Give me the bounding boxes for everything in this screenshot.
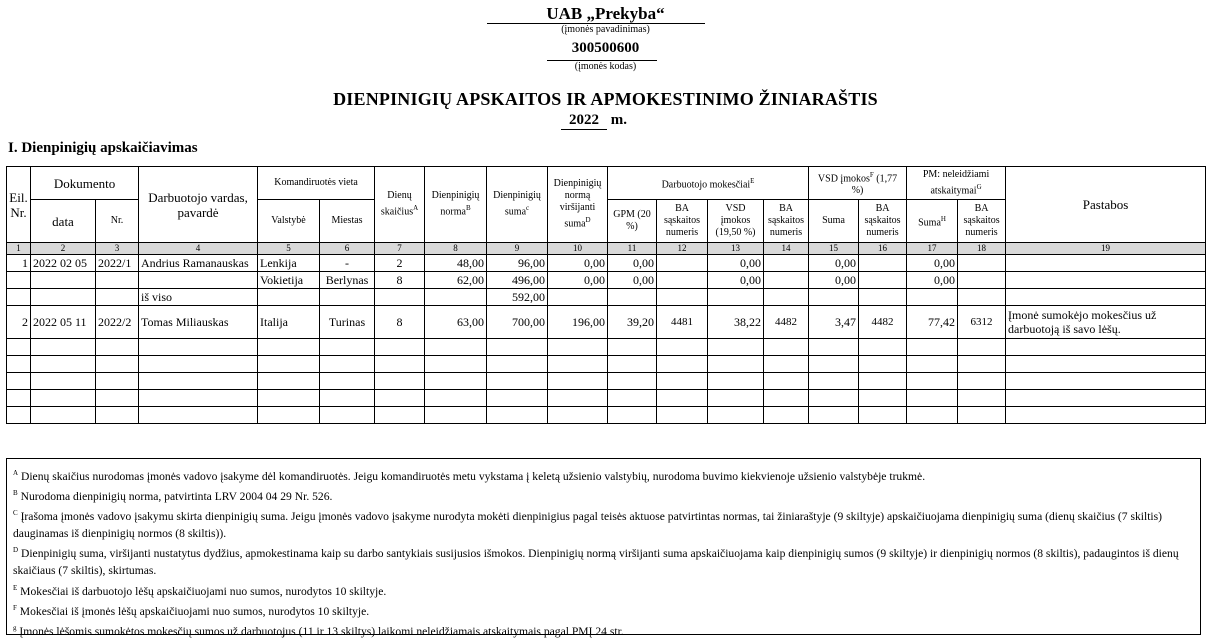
empty-cell — [764, 356, 809, 373]
cell-ba4 — [958, 272, 1006, 289]
empty-cell — [1006, 373, 1206, 390]
empty-cell — [907, 373, 958, 390]
table-row — [7, 289, 1206, 306]
empty-cell — [320, 356, 375, 373]
cell-gpm: 0,00 — [608, 255, 657, 272]
footnote-text: Nurodoma dienpinigių norma, patvirtinta LRV 2004 04 29 Nr. 526. — [17, 489, 333, 503]
empty-cell — [859, 373, 907, 390]
empty-cell — [487, 390, 548, 407]
empty-cell — [7, 356, 31, 373]
column-number: 2 — [31, 243, 96, 255]
cell-virs: 0,00 — [548, 255, 608, 272]
empty-cell — [859, 407, 907, 424]
empty-row — [7, 390, 1206, 407]
footnote — [13, 620, 1200, 640]
cell-norma: 48,00 — [425, 255, 487, 272]
footnote — [13, 465, 1200, 485]
empty-cell — [96, 356, 139, 373]
cell-norma: 63,00 — [425, 306, 487, 339]
header-suma-h: Suma$^H$ — [907, 200, 958, 243]
cell-dienos: 8 — [375, 306, 425, 339]
cell-norma: 62,00 — [425, 272, 487, 289]
footnote — [13, 600, 1200, 620]
cell-virs — [548, 289, 608, 306]
cell-pastabos — [1006, 255, 1206, 272]
empty-cell — [548, 373, 608, 390]
empty-cell — [809, 356, 859, 373]
empty-cell — [139, 356, 258, 373]
cell-dienos — [375, 289, 425, 306]
empty-cell — [859, 390, 907, 407]
cell-name — [139, 272, 258, 289]
empty-cell — [809, 390, 859, 407]
header-ba-3: BA sąskaitos numeris — [859, 200, 907, 243]
empty-cell — [548, 407, 608, 424]
header-suma: Suma — [809, 200, 859, 243]
cell-valstybe — [258, 289, 320, 306]
empty-cell — [487, 373, 548, 390]
header-miestas: Miestas — [320, 200, 375, 243]
column-number: 14 — [764, 243, 809, 255]
header-gpm: GPM (20 %) — [608, 200, 657, 243]
footnote-marker: F — [13, 603, 17, 612]
empty-cell — [608, 390, 657, 407]
column-number: 17 — [907, 243, 958, 255]
footnote — [13, 505, 1200, 542]
empty-cell — [31, 356, 96, 373]
company-name-caption: (įmonės pavadinimas) — [561, 24, 650, 35]
empty-cell — [375, 339, 425, 356]
empty-cell — [320, 373, 375, 390]
cell-data — [31, 272, 96, 289]
cell-ba3 — [859, 272, 907, 289]
empty-cell — [907, 356, 958, 373]
column-number-row — [7, 243, 1206, 255]
cell-data: 2022 02 05 — [31, 255, 96, 272]
cell-ba3: 4482 — [859, 306, 907, 339]
cell-ba2 — [764, 255, 809, 272]
empty-cell — [958, 407, 1006, 424]
cell-gpm: 0,00 — [608, 272, 657, 289]
empty-cell — [375, 356, 425, 373]
cell-pm — [907, 289, 958, 306]
empty-cell — [375, 407, 425, 424]
header-valstybe: Valstybė — [258, 200, 320, 243]
header-darbuotojo: Darbuotojo vardas, pavardė — [139, 167, 258, 243]
empty-cell — [258, 339, 320, 356]
cell-vsd_sum — [809, 289, 859, 306]
column-number: 13 — [708, 243, 764, 255]
cell-data: 2022 05 11 — [31, 306, 96, 339]
header-virsijanti-suma: Dienpinigių normą viršijanti suma$^D$ — [548, 167, 608, 243]
cell-name: iš viso — [139, 289, 258, 306]
footnote-text: Dienų skaičius nurodomas įmonės vadovo įsakyme dėl komandiruotės. Jeigu komandiruotės metu vykstama į keletą užsienio valstybių, nurodoma buvimo kiekvienoje užsienio valstybėje trukmė. — [18, 469, 926, 483]
empty-cell — [96, 390, 139, 407]
empty-cell — [487, 407, 548, 424]
empty-cell — [7, 407, 31, 424]
section-title: I. Dienpinigių apskaičiavimas — [8, 140, 198, 156]
empty-cell — [425, 339, 487, 356]
header-komandiruotes-vieta: Komandiruotės vieta — [258, 167, 375, 200]
cell-vsd: 38,22 — [708, 306, 764, 339]
empty-cell — [7, 339, 31, 356]
empty-cell — [657, 407, 708, 424]
cell-norma — [425, 289, 487, 306]
cell-doc — [96, 272, 139, 289]
empty-cell — [764, 373, 809, 390]
cell-nr — [7, 272, 31, 289]
cell-name: Andrius Ramanauskas — [139, 255, 258, 272]
empty-row — [7, 407, 1206, 424]
empty-cell — [708, 339, 764, 356]
footnote — [13, 485, 1200, 505]
cell-miestas: Turinas — [320, 306, 375, 339]
empty-cell — [764, 407, 809, 424]
empty-row — [7, 339, 1206, 356]
table-row — [7, 255, 1206, 272]
empty-cell — [608, 373, 657, 390]
empty-cell — [859, 356, 907, 373]
cell-doc — [96, 289, 139, 306]
document-title: DIENPINIGIŲ APSKAITOS IR APMOKESTINIMO ŽINIARAŠTIS — [333, 89, 878, 109]
cell-miestas: - — [320, 255, 375, 272]
column-number: 3 — [96, 243, 139, 255]
cell-name: Tomas Miliauskas — [139, 306, 258, 339]
empty-cell — [425, 373, 487, 390]
empty-cell — [907, 407, 958, 424]
cell-dienos: 2 — [375, 255, 425, 272]
cell-doc: 2022/1 — [96, 255, 139, 272]
cell-ba4: 6312 — [958, 306, 1006, 339]
cell-virs: 0,00 — [548, 272, 608, 289]
empty-cell — [958, 390, 1006, 407]
cell-pm: 0,00 — [907, 272, 958, 289]
cell-vsd — [708, 289, 764, 306]
year-value: 2022 — [561, 112, 607, 130]
footnote — [13, 542, 1200, 579]
footnote-text: Mokesčiai iš darbuotojo lėšų apskaičiuojami nuo sumos, nurodytos 10 skiltyje. — [17, 584, 387, 598]
empty-cell — [96, 339, 139, 356]
empty-cell — [1006, 356, 1206, 373]
footnote-text: Įrašoma įmonės vadovo įsakymu skirta dienpinigių suma. Jeigu įmonės vadovo įsakyme nurodyta mokėti dienpinigius pagal teisės aktuose patvirtintas normas, tai žiniaraštyje (9 skiltyje) apskaičiuojama dienpinigių suma (dienų skaičius (7 skiltis) dauginamas iš dienpinigių normos (8 skiltis)). — [13, 509, 1163, 541]
header-dienpinigiu-norma: Dienpinigių norma$^B$ — [425, 167, 487, 243]
per-diem-table — [6, 166, 1206, 424]
cell-suma: 592,00 — [487, 289, 548, 306]
company-code: 300500600 — [571, 40, 640, 56]
empty-cell — [809, 407, 859, 424]
cell-ba4 — [958, 289, 1006, 306]
empty-cell — [139, 339, 258, 356]
cell-ba3 — [859, 289, 907, 306]
empty-cell — [258, 390, 320, 407]
empty-cell — [708, 373, 764, 390]
empty-cell — [31, 407, 96, 424]
footnote-marker: D — [13, 546, 19, 555]
empty-cell — [958, 339, 1006, 356]
empty-cell — [958, 373, 1006, 390]
empty-cell — [31, 373, 96, 390]
footnotes — [6, 458, 1201, 638]
column-number: 19 — [1006, 243, 1206, 255]
header-dokumento: Dokumento — [31, 167, 139, 200]
empty-cell — [708, 407, 764, 424]
column-number: 5 — [258, 243, 320, 255]
header-eil-nr: Eil. Nr. — [7, 167, 31, 243]
column-number: 8 — [425, 243, 487, 255]
empty-cell — [608, 339, 657, 356]
cell-miestas: Berlynas — [320, 272, 375, 289]
empty-cell — [320, 339, 375, 356]
footnote-text: Įmonės lėšomis sumokėtos mokesčių sumos už darbuotojus (11 ir 13 skiltys) laikomi neleidžiamais atskaitymais pagal PMĮ 24 str. — [16, 624, 624, 638]
empty-cell — [764, 390, 809, 407]
header-data: data — [31, 200, 96, 243]
empty-cell — [425, 407, 487, 424]
empty-cell — [96, 407, 139, 424]
column-number: 7 — [375, 243, 425, 255]
cell-nr: 2 — [7, 306, 31, 339]
cell-ba2: 4482 — [764, 306, 809, 339]
header-vsd: VSD įmokos (19,50 %) — [708, 200, 764, 243]
empty-cell — [764, 339, 809, 356]
cell-suma: 700,00 — [487, 306, 548, 339]
cell-vsd: 0,00 — [708, 255, 764, 272]
empty-cell — [487, 356, 548, 373]
cell-ba1: 4481 — [657, 306, 708, 339]
header-pastabos: Pastabos — [1006, 167, 1206, 243]
footnote-marker: A — [13, 469, 19, 477]
cell-vsd: 0,00 — [708, 272, 764, 289]
column-number: 16 — [859, 243, 907, 255]
empty-cell — [958, 356, 1006, 373]
cell-ba1 — [657, 272, 708, 289]
column-number: 15 — [809, 243, 859, 255]
footnote-marker: E — [13, 583, 18, 592]
cell-gpm — [608, 289, 657, 306]
cell-ba1 — [657, 255, 708, 272]
cell-ba2 — [764, 289, 809, 306]
column-number: 6 — [320, 243, 375, 255]
header-nr: Nr. — [96, 200, 139, 243]
empty-cell — [708, 390, 764, 407]
cell-valstybe: Lenkija — [258, 255, 320, 272]
empty-cell — [139, 390, 258, 407]
empty-cell — [425, 390, 487, 407]
cell-data — [31, 289, 96, 306]
empty-row — [7, 373, 1206, 390]
empty-cell — [320, 390, 375, 407]
header-dienpinigiu-suma: Dienpinigių suma$^c$ — [487, 167, 548, 243]
empty-cell — [487, 339, 548, 356]
empty-cell — [708, 356, 764, 373]
empty-cell — [139, 373, 258, 390]
cell-miestas — [320, 289, 375, 306]
empty-cell — [139, 407, 258, 424]
empty-cell — [31, 390, 96, 407]
empty-cell — [608, 356, 657, 373]
empty-cell — [1006, 390, 1206, 407]
empty-cell — [859, 339, 907, 356]
empty-cell — [258, 407, 320, 424]
cell-valstybe: Vokietija — [258, 272, 320, 289]
empty-cell — [809, 373, 859, 390]
empty-cell — [657, 339, 708, 356]
empty-cell — [375, 373, 425, 390]
empty-cell — [548, 356, 608, 373]
empty-cell — [657, 390, 708, 407]
empty-cell — [31, 339, 96, 356]
header-dienu-skaicius: Dienų skaičius$^A$ — [375, 167, 425, 243]
empty-cell — [96, 373, 139, 390]
cell-pm: 0,00 — [907, 255, 958, 272]
cell-ba3 — [859, 255, 907, 272]
column-number: 4 — [139, 243, 258, 255]
empty-cell — [320, 407, 375, 424]
cell-ba2 — [764, 272, 809, 289]
empty-cell — [258, 373, 320, 390]
empty-cell — [809, 339, 859, 356]
empty-cell — [1006, 407, 1206, 424]
cell-nr: 1 — [7, 255, 31, 272]
table-row — [7, 272, 1206, 289]
cell-gpm: 39,20 — [608, 306, 657, 339]
header-vsd-imokos: VSD įmokos$^F$ (1,77 %) — [809, 167, 907, 200]
cell-doc: 2022/2 — [96, 306, 139, 339]
footnote-marker: g — [13, 623, 17, 632]
cell-pastabos: Įmonė sumokėjo mokesčius už darbuotoją iš savo lėšų. — [1006, 306, 1206, 339]
cell-vsd_sum: 3,47 — [809, 306, 859, 339]
empty-cell — [1006, 339, 1206, 356]
empty-cell — [608, 407, 657, 424]
year-suffix: m. — [610, 112, 627, 128]
company-code-caption: (įmonės kodas) — [574, 61, 637, 72]
table-row — [7, 306, 1206, 339]
cell-ba4 — [958, 255, 1006, 272]
cell-valstybe: Italija — [258, 306, 320, 339]
empty-cell — [907, 339, 958, 356]
cell-dienos: 8 — [375, 272, 425, 289]
cell-suma: 496,00 — [487, 272, 548, 289]
empty-cell — [657, 373, 708, 390]
empty-cell — [7, 373, 31, 390]
footnote-marker: B — [13, 489, 18, 498]
cell-vsd_sum: 0,00 — [809, 255, 859, 272]
footnote-text: Dienpinigių suma, viršijanti nustatytus dydžius, apmokestinama kaip su darbo santykiais susijusios išmokos. Dienpinigių normą viršijanti suma apskaičiuojama kaip dienpinigių sumos (9 skiltyje) ir dienpinigių normos (8 skiltis), padaugintos iš dienų skaičiaus (7 skiltis), skirtumas. — [13, 547, 1179, 578]
header-pm: PM: neleidžiami atskaitymai$^G$ — [907, 167, 1006, 200]
cell-ba1 — [657, 289, 708, 306]
empty-cell — [425, 356, 487, 373]
cell-pm: 77,42 — [907, 306, 958, 339]
empty-cell — [258, 356, 320, 373]
column-number: 12 — [657, 243, 708, 255]
footnote — [13, 580, 1200, 600]
cell-nr — [7, 289, 31, 306]
column-number: 18 — [958, 243, 1006, 255]
cell-vsd_sum: 0,00 — [809, 272, 859, 289]
empty-cell — [375, 390, 425, 407]
empty-cell — [7, 390, 31, 407]
header-ba-2: BA sąskaitos numeris — [764, 200, 809, 243]
column-number: 1 — [7, 243, 31, 255]
company-name: UAB „Prekyba“ — [546, 4, 665, 23]
header-ba-4: BA sąskaitos numeris — [958, 200, 1006, 243]
empty-cell — [657, 356, 708, 373]
cell-pastabos — [1006, 289, 1206, 306]
column-number: 11 — [608, 243, 657, 255]
header-ba-1: BA sąskaitos numeris — [657, 200, 708, 243]
column-number: 10 — [548, 243, 608, 255]
footnote-text: Mokesčiai iš įmonės lėšų apskaičiuojami nuo sumos, nurodytos 10 skiltyje. — [16, 604, 370, 618]
cell-virs: 196,00 — [548, 306, 608, 339]
empty-cell — [548, 390, 608, 407]
empty-row — [7, 356, 1206, 373]
footnote-marker: C — [13, 509, 18, 518]
year-line — [561, 112, 627, 130]
empty-cell — [548, 339, 608, 356]
column-number: 9 — [487, 243, 548, 255]
cell-suma: 96,00 — [487, 255, 548, 272]
header-darbuotojo-mokesciai: Darbuotojo mokesčiai$^E$ — [608, 167, 809, 200]
empty-cell — [907, 390, 958, 407]
cell-pastabos — [1006, 272, 1206, 289]
